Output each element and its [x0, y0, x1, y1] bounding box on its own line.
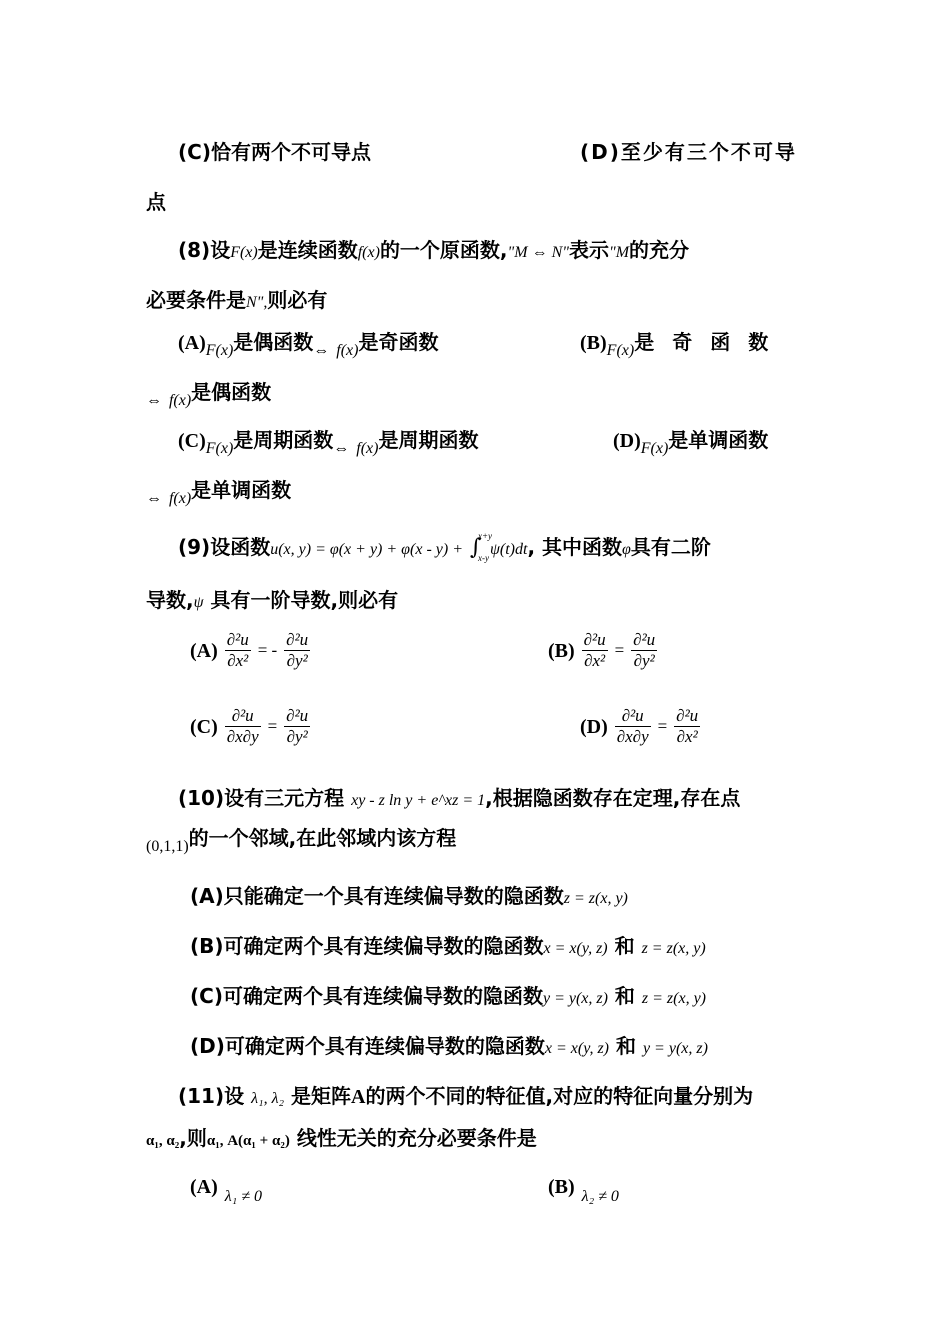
q8-stem-line2: 必要条件是N",则必有 — [146, 288, 328, 312]
integral-sign: ∫ x+y x-y — [469, 530, 493, 563]
q10-option-b: (B)可确定两个具有连续偏导数的隐函数x = x(y, z) 和 z = z(x, y) — [190, 934, 706, 958]
q8-option-d-wrap: $_\Leftrightarrow$ $_{f(x)}$是单调函数 — [146, 478, 292, 507]
q8-option-b: $(B)_{F(x)}$是奇函数 — [580, 330, 787, 359]
q10-option-c: (C)可确定两个具有连续偏导数的隐函数y = y(x, z) 和 z = z(x, y) — [190, 984, 706, 1008]
q10-option-d: (D)可确定两个具有连续偏导数的隐函数x = x(y, z) 和 y = y(x, z) — [190, 1034, 708, 1058]
q7-option-d: (D)至少有三个不可导 — [580, 140, 797, 164]
q9-stem-line1: (9)设函数u(x, y) = φ(x + y) + φ(x - y) + ∫ x+y x-y ψ(t)dt, 其中函数φ具有二阶 — [178, 530, 711, 563]
q11-option-b: (B) $_{\lambda_2 \ne 0}$ — [548, 1176, 619, 1205]
q11-stem-line2: α₁, α₂,则α₁, A(α₁ + α₂) 线性无关的充分必要条件是 — [146, 1126, 537, 1150]
q11-stem-line1: (11)设 λ₁, λ₂ 是矩阵A的两个不同的特征值,对应的特征向量分别为 — [178, 1084, 754, 1108]
q8-option-d: $(D)_{F(x)}$是单调函数 — [613, 428, 769, 457]
q9-option-d: (D) $\frac{\text{∂²u}}{\partial x\partial y}$ = $\frac{\text{∂²u}}{\text{∂x²}}$ — [580, 706, 699, 747]
q10-option-a: (A)只能确定一个具有连续偏导数的隐函数z = z(x, y) — [190, 884, 628, 908]
q9-option-c: (C) $\frac{\text{∂²u}}{\partial x\partial y}$ = $\frac{\text{∂²u}}{\text{∂y²}}$ — [190, 706, 309, 747]
q10-stem-line2: $_{(0,1,1)}$的一个邻域,在此邻域内该方程 — [146, 826, 457, 855]
q8-option-b-wrap: $_\Leftrightarrow$ $_{f(x)}$是偶函数 — [146, 380, 272, 409]
q8-option-c: $(C)_{F(x)}$是周期函数$_\Leftrightarrow$ $_{f(x)}$是周期函数 — [178, 428, 479, 457]
q9-stem-line2: 导数,ψ 具有一阶导数,则必有 — [146, 588, 399, 612]
q9-option-b: (B) $\frac{\text{∂²u}}{\text{∂x²}}$ = $\frac{\text{∂²u}}{\text{∂y²}}$ — [548, 630, 656, 671]
q9-option-a: (A) $\frac{\text{∂²u}}{\text{∂x²}}$ = - $\frac{\text{∂²u}}{\text{∂y²}}$ — [190, 630, 309, 671]
q7-option-c: (C)恰有两个不可导点 — [178, 140, 371, 164]
q7-option-d-wrap: 点 — [146, 190, 166, 214]
q11-option-a: (A) $_{\lambda_1 \ne 0}$ — [190, 1176, 263, 1205]
q8-option-a: $(A)_{F(x)}$是偶函数$_\Leftrightarrow$ $_{f(x)}$是奇函数 — [178, 330, 439, 359]
q8-stem-line1: (8)设F(x)是连续函数f(x)的一个原函数,"M ⇔ N"表示"M的充分 — [178, 238, 690, 262]
q10-stem-line1: (10)设有三元方程 xy - z ln y + e^xz = 1,根据隐函数存在定理,存在点 — [178, 786, 741, 810]
